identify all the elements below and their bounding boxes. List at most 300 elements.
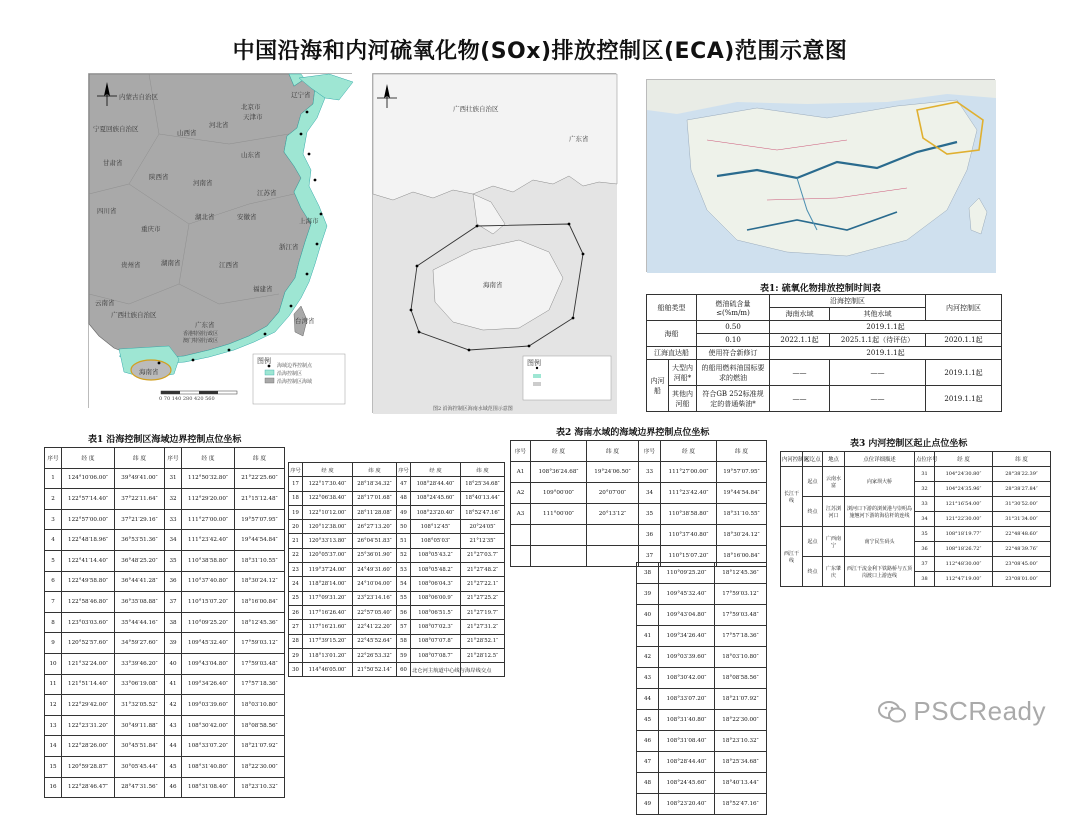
table-row bbox=[289, 577, 505, 591]
province-label: 辽宁省 bbox=[291, 91, 311, 99]
table-cell: 122°17′30.40″ bbox=[303, 477, 353, 491]
table-row bbox=[45, 633, 285, 654]
table-cell: 7 bbox=[45, 592, 62, 613]
province-label: 重庆市 bbox=[141, 225, 161, 233]
province-label: 江西省 bbox=[219, 261, 239, 269]
province-label: 内蒙古自治区 bbox=[119, 93, 158, 101]
table-cell: 18°22′30.00″ bbox=[715, 710, 767, 731]
inland-map-svg bbox=[647, 80, 996, 273]
table-cell: 38 bbox=[165, 612, 182, 633]
table-cell: 18°25′34.68″ bbox=[461, 477, 505, 491]
table-cell: 35 bbox=[915, 527, 935, 542]
table-cell: 110°09′25.20″ bbox=[182, 612, 235, 633]
table-cell: 0.10 bbox=[697, 334, 770, 347]
province-label: 广东省 bbox=[195, 321, 215, 329]
table-cell: 28°38′22.39″ bbox=[993, 467, 1051, 482]
table-cell: 35°44′44.16″ bbox=[115, 612, 165, 633]
table-header: 纬 度 bbox=[587, 441, 639, 462]
table-cell: 108°06′04.3″ bbox=[411, 577, 461, 591]
province-label: 福建省 bbox=[253, 285, 273, 293]
province-label: 天津市 bbox=[243, 113, 263, 121]
province-label: 江苏省 bbox=[257, 189, 277, 197]
province-label: 甘肃省 bbox=[103, 159, 123, 167]
province-label: 山西省 bbox=[177, 129, 197, 137]
sox-schedule-table bbox=[646, 294, 1002, 412]
table-cell: 20°13′12″ bbox=[587, 504, 639, 525]
table-cell: 110°15′07.20″ bbox=[661, 546, 717, 567]
schedule-table-title: 表1: 硫氧化物排放控制时间表 bbox=[760, 284, 881, 294]
table-cell: 50 bbox=[397, 520, 411, 534]
table-row bbox=[289, 505, 505, 519]
table-cell: 海船 bbox=[647, 321, 697, 347]
table-row bbox=[289, 477, 505, 491]
table-header: 序号 bbox=[639, 441, 661, 462]
coastal-points-table-continued bbox=[288, 462, 505, 677]
table-cell: 121°32′24.00″ bbox=[62, 653, 115, 674]
watermark-text: PSCReady bbox=[913, 696, 1046, 726]
table-cell: 广东肇庆 bbox=[823, 557, 845, 587]
table-row bbox=[637, 752, 767, 773]
table-row bbox=[637, 584, 767, 605]
table-cell: 37 bbox=[639, 546, 661, 567]
table-cell: 49 bbox=[637, 794, 659, 815]
table-cell bbox=[531, 546, 587, 567]
table-cell: 29 bbox=[289, 648, 303, 662]
table-cell: 内河船 bbox=[647, 360, 669, 412]
inland-points-table bbox=[780, 451, 1051, 587]
table-header: 内河控制区 bbox=[781, 452, 803, 467]
table-cell: 11 bbox=[45, 674, 62, 695]
table-cell: 2 bbox=[45, 489, 62, 510]
table-header: 起讫点 bbox=[803, 452, 823, 467]
table-cell: 47 bbox=[637, 752, 659, 773]
table-header-row bbox=[511, 441, 767, 462]
table-cell: 18°21′07.92″ bbox=[235, 736, 285, 757]
table-cell: 120°33′13.80″ bbox=[303, 534, 353, 548]
province-label: 湖南省 bbox=[161, 259, 181, 267]
table-cell: 31°30′52.00″ bbox=[993, 497, 1051, 512]
table-cell: 55 bbox=[397, 591, 411, 605]
province-label: 湖北省 bbox=[195, 213, 215, 221]
table-cell: 109°34′26.40″ bbox=[659, 626, 715, 647]
table-cell: 110°38′58.80″ bbox=[661, 504, 717, 525]
province-label: 宁夏回族自治区 bbox=[93, 125, 139, 133]
table-cell: 36 bbox=[639, 525, 661, 546]
table-cell: 123°03′03.60″ bbox=[62, 612, 115, 633]
table-cell: 111°00′00″ bbox=[531, 504, 587, 525]
table-cell: 19°24′06.50″ bbox=[587, 462, 639, 483]
table-cell: 21°15′12.48″ bbox=[235, 489, 285, 510]
table-row bbox=[45, 530, 285, 551]
table-cell: 22°57′05.40″ bbox=[353, 605, 397, 619]
table-cell: 1 bbox=[45, 468, 62, 489]
table-cell: 21°12′35″ bbox=[461, 534, 505, 548]
table-cell: 112°50′32.80″ bbox=[182, 468, 235, 489]
table-cell: 21°27′22.1″ bbox=[461, 577, 505, 591]
table-cell: 36 bbox=[165, 571, 182, 592]
table-row bbox=[45, 674, 285, 695]
table-cell: 18°25′34.68″ bbox=[715, 752, 767, 773]
scale-bar-label: 0 70 140 280 420 560 bbox=[159, 396, 215, 402]
table-header: 经 度 bbox=[531, 441, 587, 462]
table-cell: 18°12′45.36″ bbox=[235, 612, 285, 633]
province-label: 云南省 bbox=[95, 299, 115, 307]
table-cell bbox=[587, 525, 639, 546]
table-cell: 47 bbox=[397, 477, 411, 491]
table-cell: 21°27′31.2″ bbox=[461, 620, 505, 634]
table-cell: 2019.1.1起 bbox=[926, 360, 1002, 386]
table-cell: 112°29′20.00″ bbox=[182, 489, 235, 510]
table-cell: 108°31′08.40″ bbox=[182, 777, 235, 798]
table-cell: 110°38′58.80″ bbox=[182, 550, 235, 571]
table-cell bbox=[511, 525, 531, 546]
table-row bbox=[637, 689, 767, 710]
table-cell: 17°57′18.36″ bbox=[235, 674, 285, 695]
table-cell: 41 bbox=[165, 674, 182, 695]
table-cell: 117°39′15.20″ bbox=[303, 634, 353, 648]
table-cell: 20°07′00″ bbox=[587, 483, 639, 504]
table-cell: 的船用燃料油国标要求的燃油 bbox=[697, 360, 770, 386]
table-row bbox=[289, 548, 505, 562]
table-cell: 114°46′05.00″ bbox=[303, 663, 353, 677]
table-cell: 35 bbox=[165, 550, 182, 571]
table-cell: 46 bbox=[637, 731, 659, 752]
table-row bbox=[637, 710, 767, 731]
table-cell: 117°16′26.40″ bbox=[303, 605, 353, 619]
table-cell: 109°43′04.80″ bbox=[182, 653, 235, 674]
table-cell: 109°00′00″ bbox=[531, 483, 587, 504]
table-cell: 21°28′52.1″ bbox=[461, 634, 505, 648]
table-cell: 18°23′10.32″ bbox=[235, 777, 285, 798]
table-cell: 110°37′40.80″ bbox=[661, 525, 717, 546]
table-cell: A1 bbox=[511, 462, 531, 483]
table-row bbox=[289, 591, 505, 605]
table-cell: 45 bbox=[637, 710, 659, 731]
table-cell: 51 bbox=[397, 534, 411, 548]
table-cell: 15 bbox=[45, 756, 62, 777]
table-header: 船舶类型 bbox=[647, 295, 697, 321]
table-cell: 111°23′42.40″ bbox=[661, 483, 717, 504]
table-cell: 108°05′03″ bbox=[411, 534, 461, 548]
table-cell: 121°16′54.00″ bbox=[935, 497, 993, 512]
table-cell: 108°28′44.40″ bbox=[411, 477, 461, 491]
table-cell: 18°16′00.84″ bbox=[235, 592, 285, 613]
table-cell: 28 bbox=[289, 634, 303, 648]
table-cell: 60 bbox=[397, 663, 411, 677]
legend-title: 图例 bbox=[527, 359, 541, 367]
hainan-waters-map bbox=[372, 73, 616, 413]
table-cell: 48 bbox=[637, 773, 659, 794]
table-row bbox=[647, 360, 1002, 386]
table-cell: 108°36′24.68″ bbox=[531, 462, 587, 483]
table-cell: 108°07′08.7″ bbox=[411, 648, 461, 662]
table-cell: 22°26′53.32″ bbox=[353, 648, 397, 662]
table-header: 纬 度 bbox=[993, 452, 1051, 467]
table-row bbox=[289, 634, 505, 648]
table-row bbox=[637, 563, 767, 584]
table-cell: 2025.1.1起（待评估） bbox=[830, 334, 926, 347]
table-cell: 35 bbox=[639, 504, 661, 525]
table-cell bbox=[587, 546, 639, 567]
table4-title: 表3 内河控制区起止点位坐标 bbox=[850, 439, 968, 449]
table-cell: 110°09′25.20″ bbox=[659, 563, 715, 584]
table-header: 点位序号 bbox=[915, 452, 935, 467]
table-cell: 大型内河船* bbox=[669, 360, 697, 386]
table-cell: 108°33′07.20″ bbox=[659, 689, 715, 710]
table-cell: 8 bbox=[45, 612, 62, 633]
table-cell: 43 bbox=[165, 715, 182, 736]
province-label: 陕西省 bbox=[149, 173, 169, 181]
table-cell: 108°23′20.40″ bbox=[411, 505, 461, 519]
table-header: 序号 bbox=[397, 463, 411, 477]
table-cell: 34 bbox=[165, 530, 182, 551]
table-cell: 18°22′30.00″ bbox=[235, 756, 285, 777]
table-cell: 109°43′04.80″ bbox=[659, 605, 715, 626]
table-cell: 9 bbox=[45, 633, 62, 654]
table-cell: 19°44′54.84″ bbox=[717, 483, 767, 504]
table-cell: 39 bbox=[637, 584, 659, 605]
table-cell: 33 bbox=[639, 462, 661, 483]
table-cell: 120°52′57.60″ bbox=[62, 633, 115, 654]
table-cell: 长江干线 bbox=[781, 467, 803, 527]
table-cell: 西江干线 bbox=[781, 527, 803, 587]
table-cell: 18°23′10.32″ bbox=[715, 731, 767, 752]
table-cell: 25°36′01.90″ bbox=[353, 548, 397, 562]
table-row bbox=[781, 467, 1051, 482]
table-cell: 21°27′25.2″ bbox=[461, 591, 505, 605]
province-label: 台湾省 bbox=[295, 317, 315, 325]
table-row bbox=[45, 736, 285, 757]
table-row bbox=[45, 612, 285, 633]
table-row bbox=[289, 563, 505, 577]
table-cell: 19°44′54.84″ bbox=[235, 530, 285, 551]
table-row bbox=[637, 647, 767, 668]
table-cell: 28°11′28.08″ bbox=[353, 505, 397, 519]
table-header: 经 度 bbox=[182, 448, 235, 469]
table-cell: 32 bbox=[165, 489, 182, 510]
table-cell: 10 bbox=[45, 653, 62, 674]
table1-title: 表1 沿海控制区海域边界控制点位坐标 bbox=[88, 435, 242, 445]
table-cell: 34 bbox=[915, 512, 935, 527]
table-row bbox=[45, 489, 285, 510]
province-label: 澳门特别行政区 bbox=[183, 338, 219, 344]
table-row bbox=[637, 731, 767, 752]
table-cell: A2 bbox=[511, 483, 531, 504]
table-row bbox=[45, 715, 285, 736]
table-header: 纬 度 bbox=[461, 463, 505, 477]
table-cell: 108°24′45.60″ bbox=[411, 491, 461, 505]
table-cell: 122°41′14.40″ bbox=[62, 550, 115, 571]
table-cell: 32 bbox=[915, 482, 935, 497]
table-cell: 40 bbox=[637, 605, 659, 626]
table-row bbox=[647, 321, 1002, 334]
province-label: 海南省 bbox=[139, 368, 159, 376]
table-cell: 122°57′00.00″ bbox=[62, 509, 115, 530]
table-cell: 111°27′00.00″ bbox=[182, 509, 235, 530]
table-header: 纬 度 bbox=[353, 463, 397, 477]
table-header: 内河控制区 bbox=[926, 295, 1002, 321]
table-cell: 109°34′26.40″ bbox=[182, 674, 235, 695]
table-cell: 云南水富 bbox=[823, 467, 845, 497]
table-header: 序号 bbox=[45, 448, 62, 469]
table-cell: 18°31′10.55″ bbox=[235, 550, 285, 571]
table-cell: 108°31′40.80″ bbox=[182, 756, 235, 777]
table-cell: 122°49′58.80″ bbox=[62, 571, 115, 592]
table-cell: 44 bbox=[165, 736, 182, 757]
table-cell: 24°10′04.00″ bbox=[353, 577, 397, 591]
table-cell: 2019.1.1起 bbox=[770, 321, 1002, 334]
table-header: 经 度 bbox=[935, 452, 993, 467]
table-row bbox=[45, 509, 285, 530]
table-cell: 122°23′31.20″ bbox=[62, 715, 115, 736]
table-cell: 104°24′30.80″ bbox=[935, 467, 993, 482]
province-label: 广西壮族自治区 bbox=[111, 311, 157, 319]
table-cell: 18°03′10.80″ bbox=[715, 647, 767, 668]
table-cell: 14 bbox=[45, 736, 62, 757]
province-label: 香港特别行政区 bbox=[183, 331, 219, 337]
table-row bbox=[45, 653, 285, 674]
table-header-row bbox=[289, 463, 505, 477]
table-cell: 33°06′19.08″ bbox=[115, 674, 165, 695]
table-row bbox=[45, 695, 285, 716]
table-cell: 2022.1.1起 bbox=[770, 334, 830, 347]
table-cell: 22°48′48.60″ bbox=[993, 527, 1051, 542]
table-cell: 2020.1.1起 bbox=[926, 334, 1002, 347]
table-cell: 43 bbox=[637, 668, 659, 689]
table-cell: 使用符合新修订 bbox=[697, 347, 770, 360]
table-cell: 17°59′03.48″ bbox=[235, 653, 285, 674]
table-cell: 12 bbox=[45, 695, 62, 716]
table-cell: 22°48′39.76″ bbox=[993, 542, 1051, 557]
table-cell: 112°47′19.00″ bbox=[935, 572, 993, 587]
table-cell: 22°41′22.20″ bbox=[353, 620, 397, 634]
table-cell: 57 bbox=[397, 620, 411, 634]
table-row bbox=[45, 777, 285, 798]
table-row bbox=[637, 605, 767, 626]
table-row bbox=[647, 295, 1002, 308]
table-cell: 112°48′30.00″ bbox=[935, 557, 993, 572]
table-row bbox=[289, 520, 505, 534]
table-cell: 111°27′00.00″ bbox=[661, 462, 717, 483]
table-cell: 110°37′40.80″ bbox=[182, 571, 235, 592]
table-cell: 2019.1.1起 bbox=[926, 386, 1002, 412]
table-header: 沿海控制区 bbox=[770, 295, 926, 308]
province-label: 四川省 bbox=[97, 207, 117, 215]
table-cell: 42 bbox=[165, 695, 182, 716]
table-cell: 36 bbox=[915, 542, 935, 557]
table-cell: 120°05′37.00″ bbox=[303, 548, 353, 562]
table-cell: 31°31′34.00″ bbox=[993, 512, 1051, 527]
table-cell: 18°30′24.12″ bbox=[235, 571, 285, 592]
table-cell: 19 bbox=[289, 505, 303, 519]
table-row bbox=[289, 648, 505, 662]
table-header: 地点 bbox=[823, 452, 845, 467]
table-cell: 17°57′18.36″ bbox=[715, 626, 767, 647]
table-cell: 118°13′01.20″ bbox=[303, 648, 353, 662]
table-header: 纬 度 bbox=[115, 448, 165, 469]
table-cell: 26°27′13.20″ bbox=[353, 520, 397, 534]
table-cell: 37 bbox=[915, 557, 935, 572]
table-row bbox=[511, 525, 767, 546]
table-row bbox=[781, 557, 1051, 572]
legend-title: 图例 bbox=[257, 357, 271, 365]
table-cell: 122°10′12.00″ bbox=[303, 505, 353, 519]
table-cell: 17 bbox=[289, 477, 303, 491]
province-label: 广东省 bbox=[569, 135, 589, 143]
coastal-eca-map bbox=[88, 73, 352, 408]
table-cell: 52 bbox=[397, 548, 411, 562]
table-cell: 48 bbox=[397, 491, 411, 505]
table-cell: 18°30′24.12″ bbox=[717, 525, 767, 546]
province-label: 河北省 bbox=[209, 121, 229, 129]
table-row bbox=[45, 571, 285, 592]
table-cell: 41 bbox=[637, 626, 659, 647]
table-header: 经 度 bbox=[62, 448, 115, 469]
table-cell: 18°52′47.16″ bbox=[715, 794, 767, 815]
table-cell: 59 bbox=[397, 648, 411, 662]
table-cell: 23 bbox=[289, 563, 303, 577]
table-row bbox=[45, 756, 285, 777]
table-cell: 109°45′32.40″ bbox=[659, 584, 715, 605]
table-cell: 27 bbox=[289, 620, 303, 634]
table-row bbox=[637, 668, 767, 689]
table-cell: 18°40′13.44″ bbox=[461, 491, 505, 505]
table-row bbox=[289, 534, 505, 548]
table-header: 序号 bbox=[165, 448, 182, 469]
table-cell: 江海直达船 bbox=[647, 347, 697, 360]
table-header-row bbox=[781, 452, 1051, 467]
table-cell: 其他内河船 bbox=[669, 386, 697, 412]
table-cell: 28°18′34.32″ bbox=[353, 477, 397, 491]
table-header: 海南水域 bbox=[770, 308, 830, 321]
table-row bbox=[637, 626, 767, 647]
table-cell: 18°12′45.36″ bbox=[715, 563, 767, 584]
table-cell: 37°21′29.16″ bbox=[115, 509, 165, 530]
table-cell: 58 bbox=[397, 634, 411, 648]
table-row bbox=[637, 773, 767, 794]
table-header: 燃油硫含量≤(%m/m) bbox=[697, 295, 770, 321]
table-cell: 108°06′00.9″ bbox=[411, 591, 461, 605]
table-cell: 108°18′26.72″ bbox=[935, 542, 993, 557]
table-row bbox=[289, 491, 505, 505]
table-cell: 31°32′05.52″ bbox=[115, 695, 165, 716]
table-cell: 108°28′44.40″ bbox=[659, 752, 715, 773]
table-cell: 39°49′41.00″ bbox=[115, 468, 165, 489]
table-cell: 109°03′39.60″ bbox=[659, 647, 715, 668]
table-cell: 37°22′11.64″ bbox=[115, 489, 165, 510]
table-cell: 108°33′07.20″ bbox=[182, 736, 235, 757]
table-cell: 33°39′46.20″ bbox=[115, 653, 165, 674]
table-header-row bbox=[45, 448, 285, 469]
table-row bbox=[647, 386, 1002, 412]
table-cell: 121°51′14.40″ bbox=[62, 674, 115, 695]
table-cell: 向家坝大桥 bbox=[845, 467, 915, 497]
table-cell: 广西南宁 bbox=[823, 527, 845, 557]
table-cell: 104°24′35.96″ bbox=[935, 482, 993, 497]
table-row bbox=[289, 620, 505, 634]
table-cell: 18°31′10.55″ bbox=[717, 504, 767, 525]
coastal-points-table bbox=[44, 447, 285, 798]
table-cell: 108°05′43.2″ bbox=[411, 548, 461, 562]
province-label: 海南省 bbox=[483, 281, 503, 289]
table-cell: 28°17′01.68″ bbox=[353, 491, 397, 505]
table-cell: 44 bbox=[637, 689, 659, 710]
table-cell: 108°31′40.80″ bbox=[659, 710, 715, 731]
province-label: 浙江省 bbox=[279, 243, 299, 251]
table-cell: 17°59′03.12″ bbox=[235, 633, 285, 654]
table-cell: —— bbox=[770, 360, 830, 386]
table-cell: 108°05′48.2″ bbox=[411, 563, 461, 577]
